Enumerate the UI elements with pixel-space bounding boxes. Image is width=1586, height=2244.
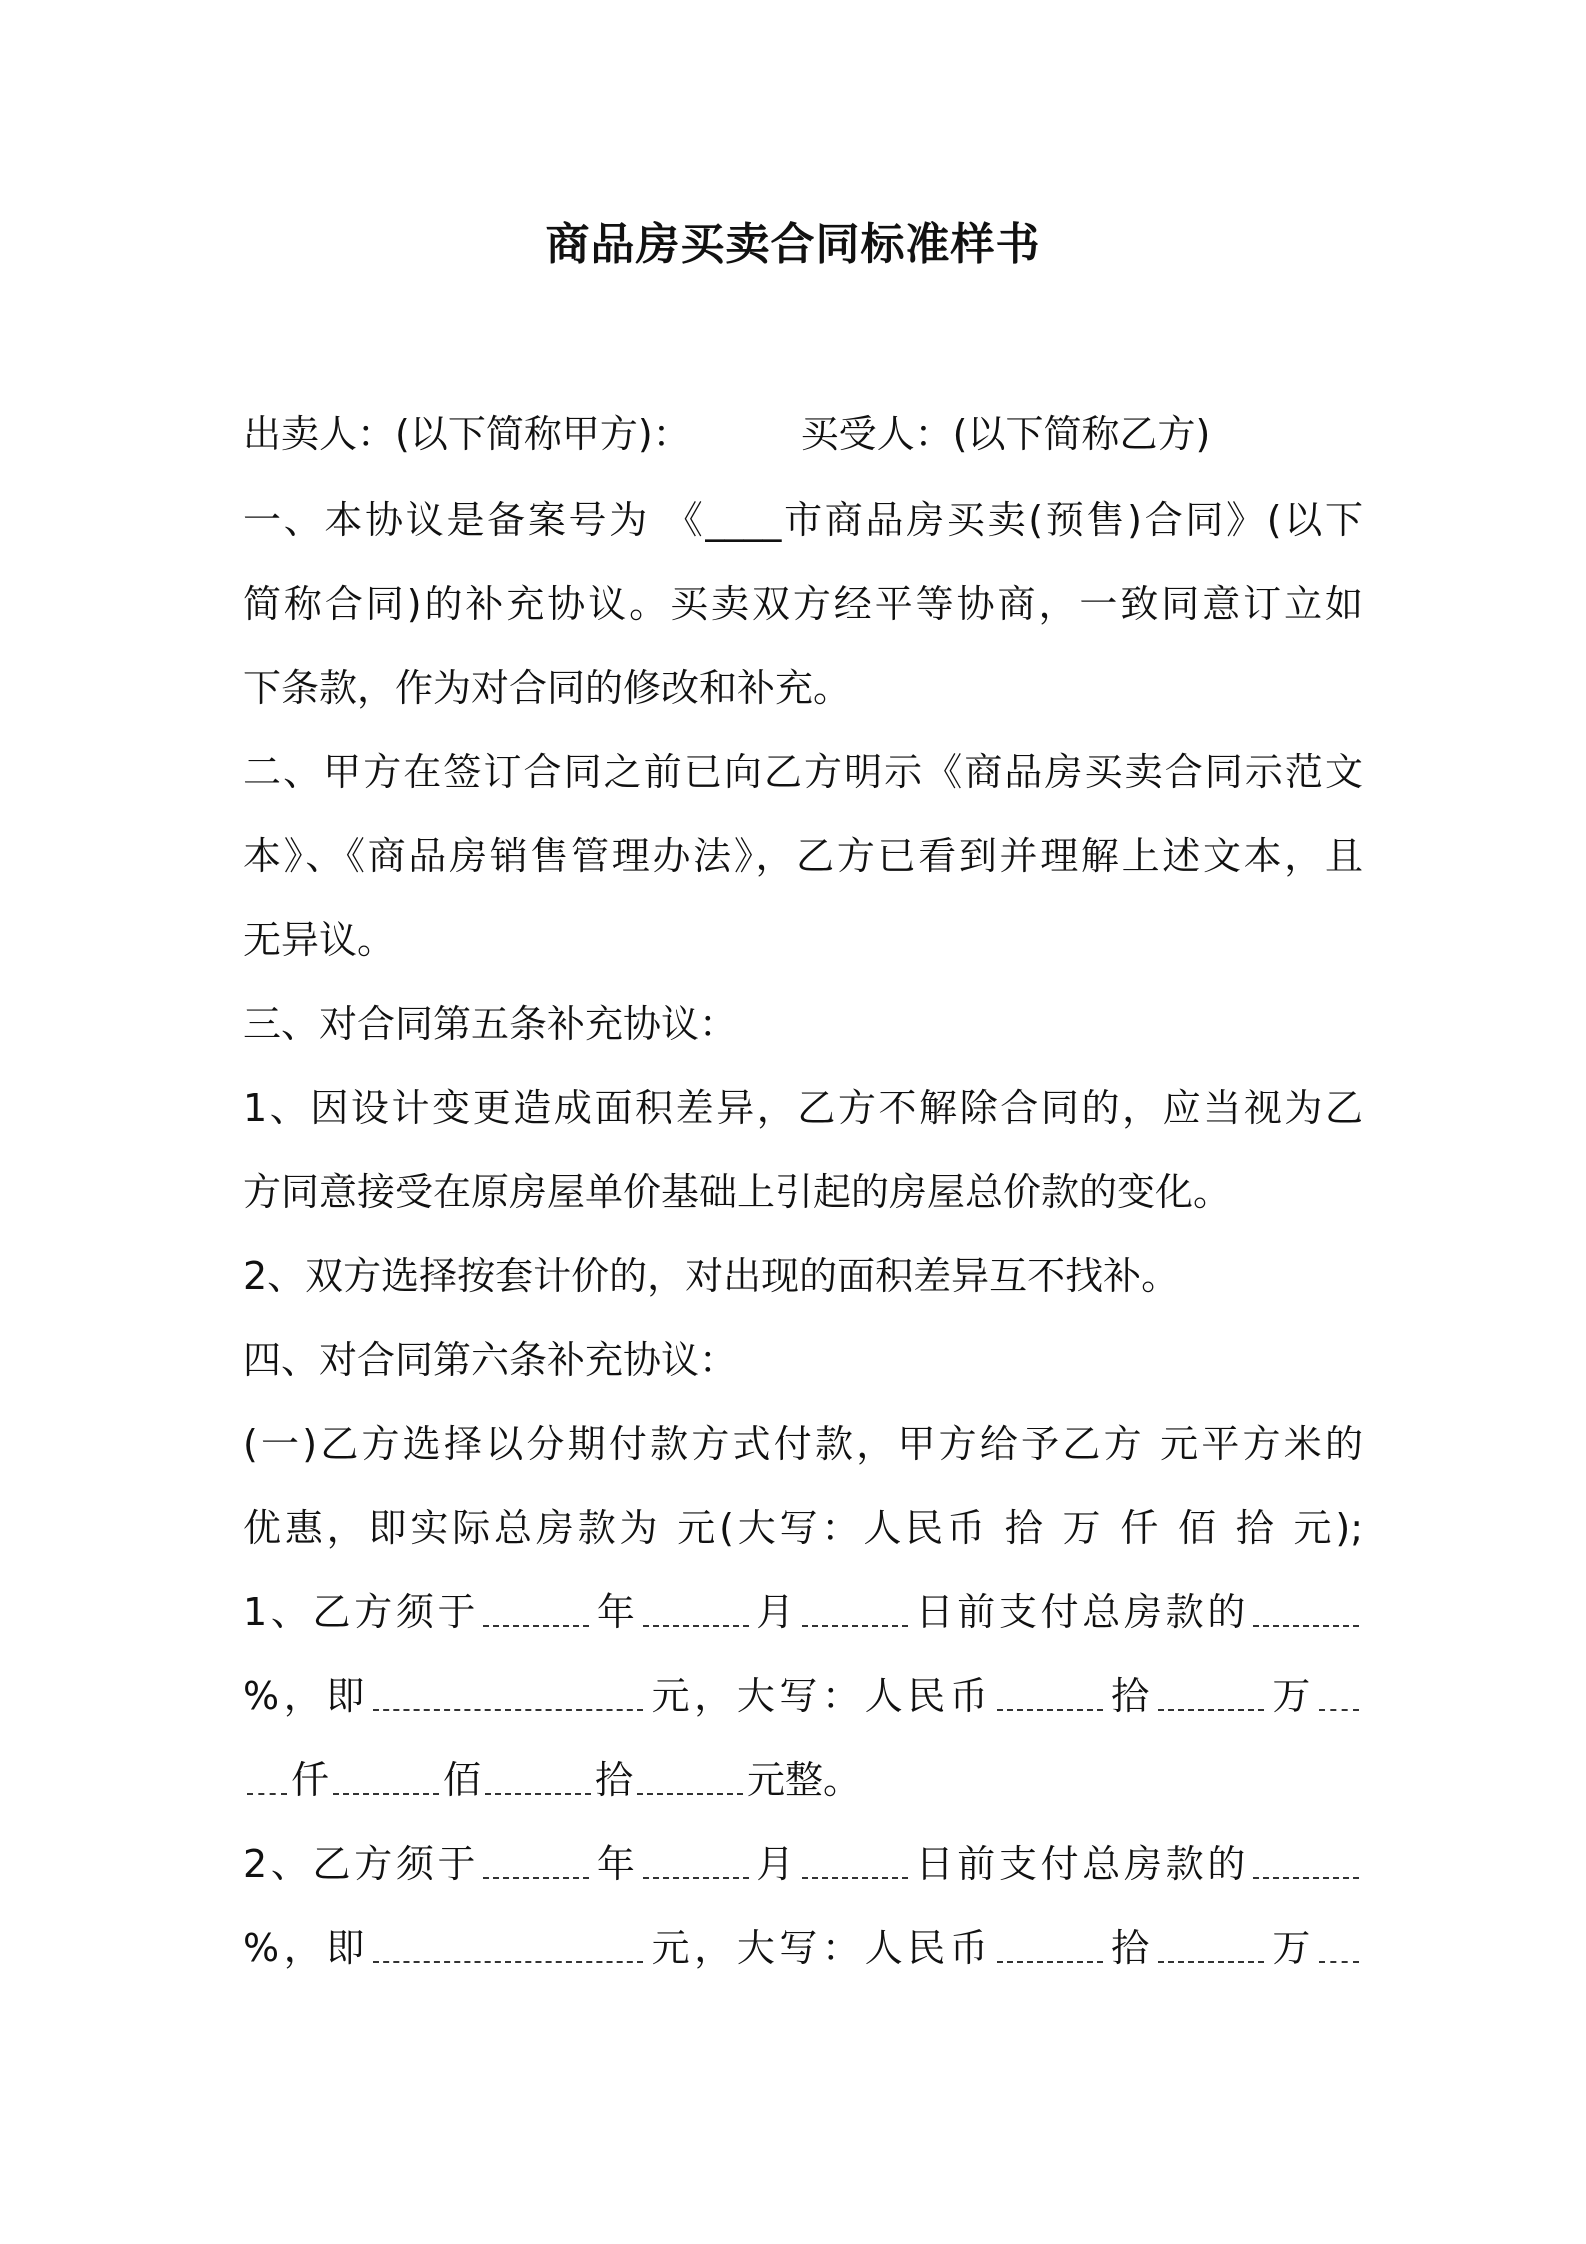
blank-field[interactable] [1158, 1955, 1264, 1963]
yuan-label: 元，大写：人民币 [646, 1926, 993, 1970]
shi-label: 拾 [1106, 1926, 1154, 1970]
clause-line: 二、甲方在签订合同之前已向乙方明示《商品房买卖合同示范文 [243, 750, 1363, 794]
payment-item-2-date-line [243, 1836, 1363, 1892]
document-title: 商品房买卖合同标准样书 [545, 219, 1041, 270]
blank-field[interactable] [1253, 1871, 1359, 1879]
yuan-zheng-label: 元整。 [747, 1758, 862, 1802]
shi-label: 拾 [1106, 1674, 1154, 1718]
clause-line: 本》、《商品房销售管理办法》，乙方已看到并理解上述文本，且 [243, 834, 1363, 878]
clause-line: 1、因设计变更造成面积差异，乙方不解除合同的，应当视为乙 [243, 1086, 1363, 1130]
clause-line: (一)乙方选择以分期付款方式付款，甲方给予乙方 元平方米的 [243, 1422, 1363, 1466]
qian-label: 仟 [291, 1758, 330, 1802]
blank-field[interactable] [1319, 1955, 1359, 1963]
blank-field[interactable] [802, 1871, 908, 1879]
blank-field[interactable] [637, 1787, 743, 1795]
blank-field[interactable] [373, 1703, 643, 1711]
section-heading: 四、对合同第六条补充协议： [243, 1338, 738, 1382]
year-label: 年 [593, 1842, 639, 1886]
blank-field[interactable] [997, 1703, 1103, 1711]
section-heading: 三、对合同第五条补充协议： [243, 1002, 738, 1046]
day-label: 日前支付总房款的 [911, 1842, 1249, 1886]
clause-line: 一、本协议是备案号为 《____市商品房买卖(预售)合同》(以下 [243, 498, 1363, 542]
year-label: 年 [593, 1590, 639, 1634]
blank-field[interactable] [483, 1871, 589, 1879]
payment-prefix: 1、乙方须于 [243, 1590, 480, 1634]
clause-line: 方同意接受在原房屋单价基础上引起的房屋总价款的变化。 [243, 1170, 1232, 1214]
parties-line [243, 406, 1363, 462]
wan-label: 万 [1267, 1674, 1315, 1718]
seller-label: 出卖人：(以下简称甲方)： [243, 412, 691, 456]
clause-line: 无异议。 [243, 918, 396, 962]
blank-field[interactable] [1319, 1703, 1359, 1711]
blank-field[interactable] [485, 1787, 591, 1795]
clause-line: 优惠，即实际总房款为 元(大写：人民币 拾 万 仟 佰 拾 元); [243, 1506, 1363, 1550]
month-label: 月 [752, 1842, 798, 1886]
blank-field[interactable] [997, 1955, 1103, 1963]
blank-field[interactable] [247, 1787, 287, 1795]
blank-field[interactable] [483, 1619, 589, 1627]
buyer-label: 买受人：(以下简称乙方) [800, 412, 1211, 456]
day-label: 日前支付总房款的 [911, 1590, 1249, 1634]
yuan-label: 元，大写：人民币 [646, 1674, 993, 1718]
blank-field[interactable] [1158, 1703, 1264, 1711]
payment-item-1-capital-line [243, 1752, 1363, 1808]
blank-field[interactable] [1253, 1619, 1359, 1627]
clause-line: 2、双方选择按套计价的，对出现的面积差异互不找补。 [243, 1254, 1180, 1298]
payment-prefix: 2、乙方须于 [243, 1842, 480, 1886]
blank-field[interactable] [333, 1787, 439, 1795]
percent-label: %，即 [243, 1674, 369, 1718]
blank-field[interactable] [643, 1871, 749, 1879]
payment-item-1-date-line [243, 1584, 1363, 1640]
clause-line: 简称合同)的补充协议。买卖双方经平等协商，一致同意订立如 [243, 582, 1363, 626]
payment-item-1-amount-line [243, 1668, 1363, 1724]
percent-label: %，即 [243, 1926, 369, 1970]
blank-field[interactable] [802, 1619, 908, 1627]
wan-label: 万 [1267, 1926, 1315, 1970]
month-label: 月 [752, 1590, 798, 1634]
blank-field[interactable] [643, 1619, 749, 1627]
blank-field[interactable] [373, 1955, 643, 1963]
clause-line: 下条款，作为对合同的修改和补充。 [243, 666, 852, 710]
payment-item-2-amount-line [243, 1920, 1363, 1976]
bai-label: 佰 [443, 1758, 482, 1802]
shi-label: 拾 [595, 1758, 634, 1802]
